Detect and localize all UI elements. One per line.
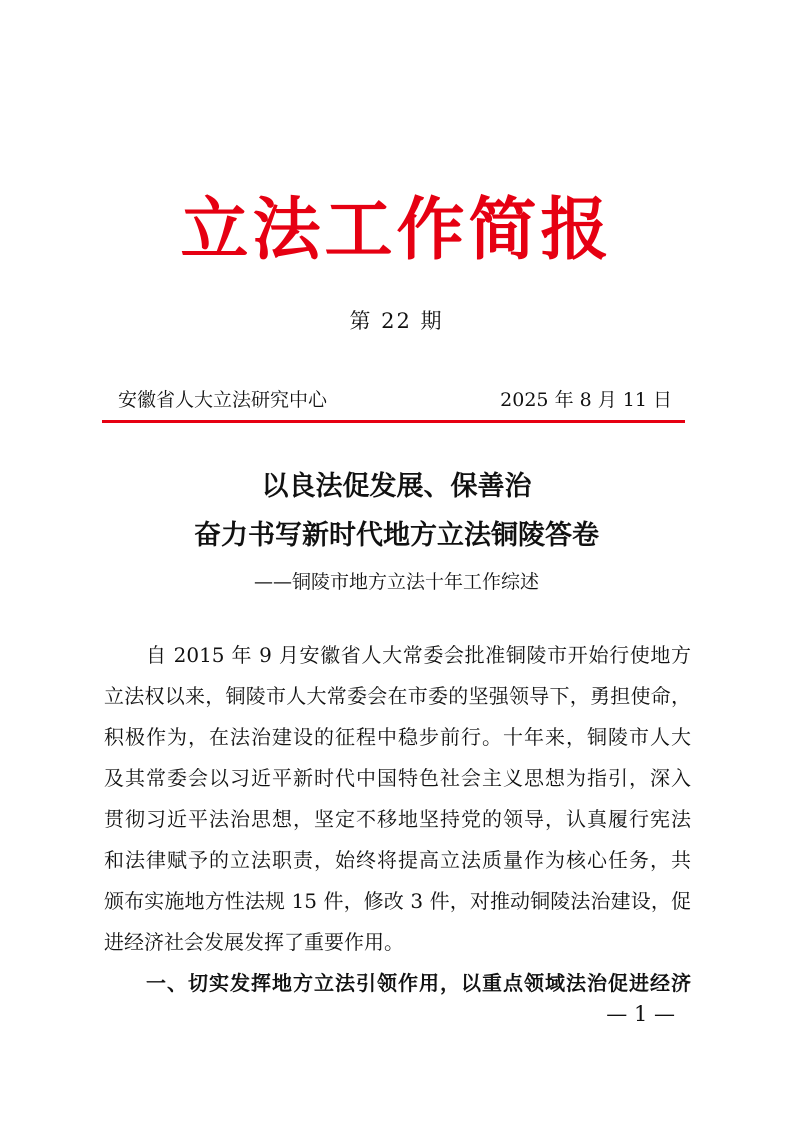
body-line: 及其常委会以习近平新时代中国特色社会主义思想为指引，深入 [104, 766, 691, 790]
page-number: — 1 — [606, 1002, 675, 1026]
masthead-title: 立法工作简报 [180, 190, 613, 270]
body-line: 颁布实施地方性法规 15 件，修改 3 件，对推动铜陵法治建设，促 [104, 889, 691, 913]
body-line: 立法权以来，铜陵市人大常委会在市委的坚强领导下，勇担使命， [104, 684, 691, 708]
article-title-line-2: 奋力书写新时代地方立法铜陵答卷 [194, 520, 599, 551]
body-line: 贯彻习近平法治思想，坚定不移地坚持党的领导，认真履行宪法 [104, 807, 691, 831]
issue-number: 第 22 期 [349, 309, 444, 333]
red-divider-line [102, 420, 685, 423]
body-line: 自 2015 年 9 月安徽省人大常委会批准铜陵市开始行使地方 [146, 643, 691, 667]
article-subtitle: ——铜陵市地方立法十年工作综述 [253, 571, 539, 593]
body-line: 进经济社会发展发挥了重要作用。 [104, 930, 404, 954]
body-line: 和法律赋予的立法职责，始终将提高立法质量作为核心任务，共 [104, 848, 691, 872]
section-heading: 一、切实发挥地方立法引领作用，以重点领域法治促进经济 [146, 971, 691, 995]
article-title-line-1: 以良法促发展、保善治 [261, 471, 532, 502]
body-line: 积极作为，在法治建设的征程中稳步前行。十年来，铜陵市人大 [104, 725, 691, 749]
issue-date: 2025 年 8 月 11 日 [500, 389, 672, 411]
issuing-organization: 安徽省人大立法研究中心 [118, 389, 328, 411]
